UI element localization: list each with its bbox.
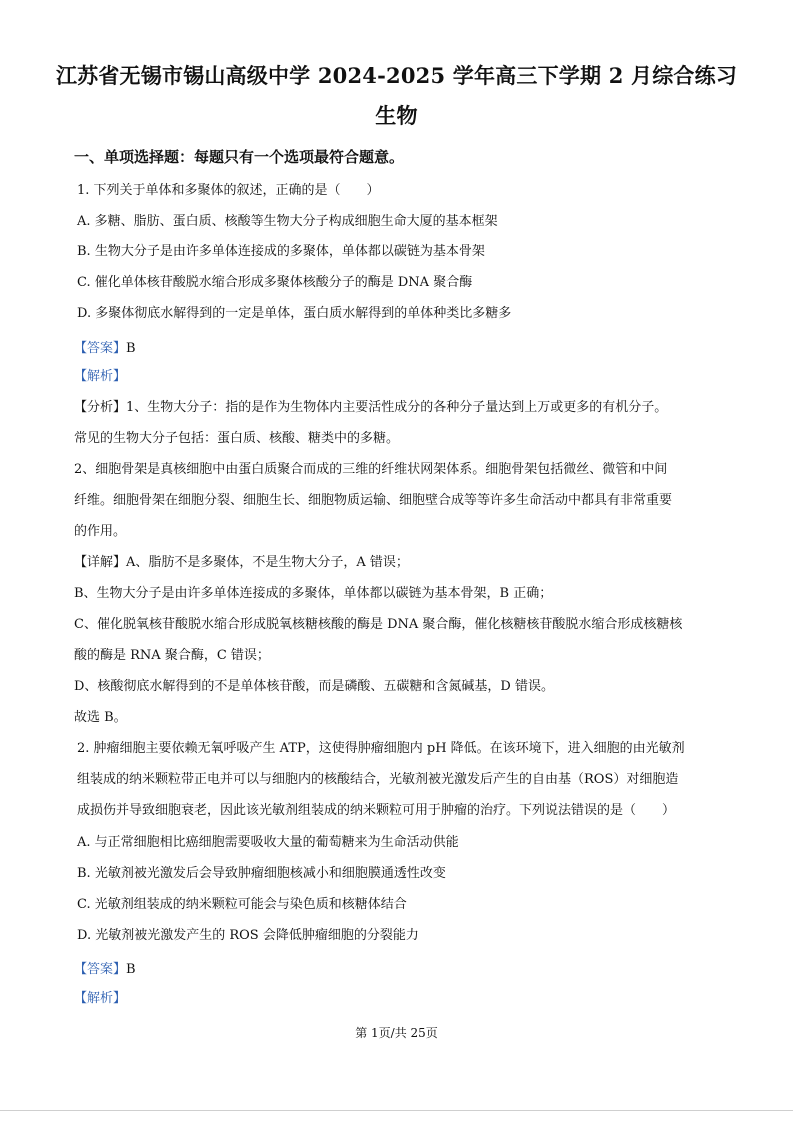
analysis-line-text: 故选 B。 <box>74 710 127 725</box>
question-1-option-c: C. 催化单体核苷酸脱水缩合形成多聚体核酸分子的酶是 DNA 聚合酶 <box>77 275 473 290</box>
question-2-option-a: A. 与正常细胞相比癌细胞需要吸收大量的葡萄糖来为生命活动供能 <box>77 835 459 850</box>
analysis-line <box>74 709 127 727</box>
analysis-line-tag: 【分析】 <box>74 400 127 415</box>
analysis-line-text: 酸的酶是 RNA 聚合酶，C 错误； <box>74 648 270 663</box>
subject-title: 生物 <box>375 103 418 128</box>
question-2-stem-line: 2. 肿瘤细胞主要依赖无氧呼吸产生 ATP，这使得肿瘤细胞内 pH 降低。在该环境下，进入细胞的由光敏剂 <box>77 741 685 756</box>
question-1-stem: 1. 下列关于单体和多聚体的叙述，正确的是（ ） <box>77 183 380 198</box>
question-2-option-b: B. 光敏剂被光激发后会导致肿瘤细胞核减小和细胞膜通透性改变 <box>77 866 446 881</box>
analysis-line <box>74 399 667 417</box>
question-1-option-a: A. 多糖、脂肪、蛋白质、核酸等生物大分子构成细胞生命大厦的基本框架 <box>77 214 498 229</box>
answer-value: B <box>126 962 136 977</box>
question-2-analysis-tag <box>74 990 126 1008</box>
question-1-option-b: B. 生物大分子是由许多单体连接成的多聚体，单体都以碳链为基本骨架 <box>77 244 485 259</box>
analysis-line-text: 的作用。 <box>74 524 127 539</box>
analysis-line <box>74 616 682 634</box>
answer-tag: 【答案】 <box>74 962 127 977</box>
analysis-line-text: B、生物大分子是由许多单体连接成的多聚体，单体都以碳链为基本骨架，B 正确； <box>74 586 553 601</box>
analysis-tag: 【解析】 <box>74 369 127 384</box>
question-2-stem-line: 成损伤并导致细胞衰老，因此该光敏剂组装成的纳米颗粒可用于肿瘤的治疗。下列说法错误的是（ ） <box>77 803 676 818</box>
analysis-line <box>74 554 409 572</box>
question-2-option-d: D. 光敏剂被光激发产生的 ROS 会降低肿瘤细胞的分裂能力 <box>77 928 419 943</box>
analysis-line <box>74 430 399 448</box>
analysis-line-text: 1、生物大分子：指的是作为生物体内主要活性成分的各种分子量达到上万或更多的有机分子。 <box>126 400 668 415</box>
analysis-line-tag: 【详解】 <box>74 555 127 570</box>
page-number: 第 1页/共 25页 <box>355 1026 438 1040</box>
analysis-line <box>74 523 126 541</box>
section-heading: 一、单项选择题：每题只有一个选项最符合题意。 <box>74 148 405 166</box>
analysis-line <box>74 492 672 510</box>
analysis-line <box>74 647 270 665</box>
analysis-line <box>74 678 554 696</box>
analysis-line-text: D、核酸彻底水解得到的不是单体核苷酸，而是磷酸、五碳糖和含氮碱基，D 错误。 <box>74 679 554 694</box>
question-2-option-c: C. 光敏剂组装成的纳米颗粒可能会与染色质和核糖体结合 <box>77 897 407 912</box>
analysis-line-text: 纤维。细胞骨架在细胞分裂、细胞生长、细胞物质运输、细胞壁合成等等许多生命活动中都具有非常重要 <box>74 493 673 508</box>
analysis-line <box>74 461 667 479</box>
analysis-line-text: A、脂肪不是多聚体，不是生物大分子，A 错误； <box>126 555 409 570</box>
question-1-answer <box>74 340 136 358</box>
question-1-option-d: D. 多聚体彻底水解得到的一定是单体，蛋白质水解得到的单体种类比多糖多 <box>77 306 512 321</box>
question-2-answer <box>74 961 136 979</box>
analysis-line <box>74 585 552 603</box>
question-1-analysis-tag <box>74 368 126 386</box>
page-bottom-divider <box>0 1110 793 1111</box>
answer-tag: 【答案】 <box>74 341 127 356</box>
analysis-line-text: 2、细胞骨架是真核细胞中由蛋白质聚合而成的三维的纤维状网架体系。细胞骨架包括微丝、微管和中间 <box>74 462 668 477</box>
analysis-line-text: 常见的生物大分子包括：蛋白质、核酸、糖类中的多糖。 <box>74 431 400 446</box>
analysis-line-text: C、催化脱氧核苷酸脱水缩合形成脱氧核糖核酸的酶是 DNA 聚合酶，催化核糖核苷酸脱水缩合形成核糖核 <box>74 617 683 632</box>
document-title: 江苏省无锡市锡山高级中学 2024-2025 学年高三下学期 2 月综合练习 <box>55 63 738 88</box>
analysis-tag: 【解析】 <box>74 991 127 1006</box>
answer-value: B <box>126 341 136 356</box>
question-2-stem-line: 组装成的纳米颗粒带正电并可以与细胞内的核酸结合，光敏剂被光激发后产生的自由基（ROS）对细胞造 <box>77 772 679 787</box>
